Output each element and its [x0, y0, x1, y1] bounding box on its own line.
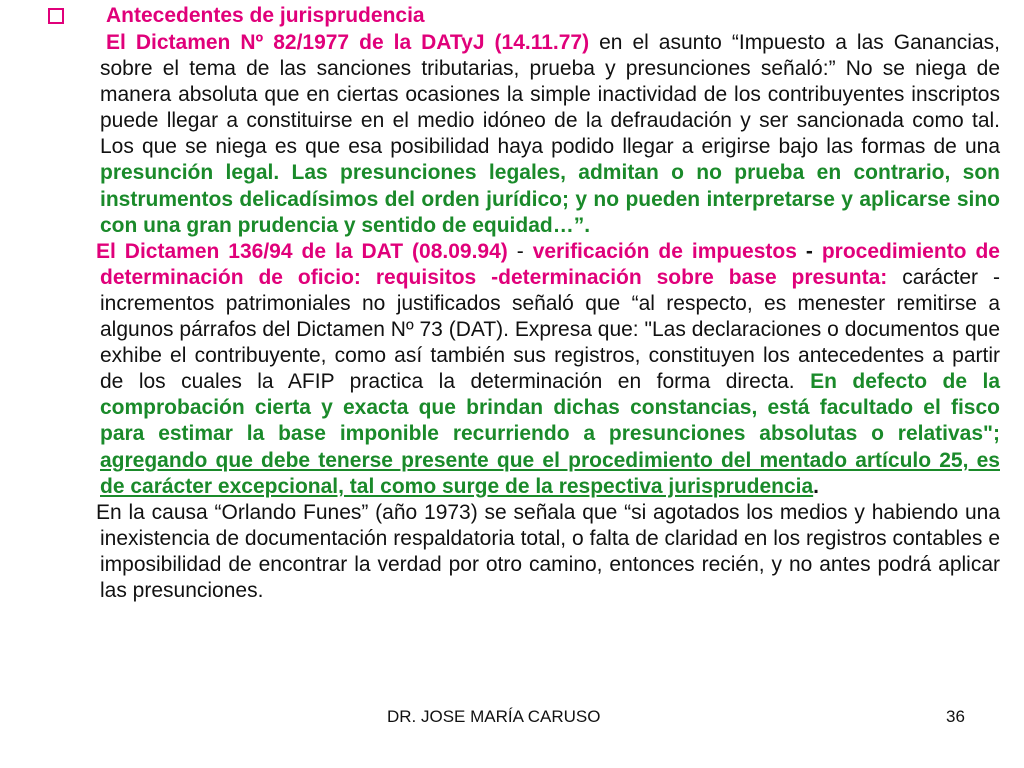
dictamen-82-reference: El Dictamen Nº 82/1977 de la DATyJ (14.11.77) — [106, 31, 590, 54]
presuncion-legal-highlight: presunción legal. Las presunciones legales, admitan o no prueba en contrario, son instrumentos delicadísimos del orden jurídico; y no pueden interpretarse y aplicarse sino con una gran prudencia y sentido de equidad…”. — [100, 161, 1000, 237]
verificacion-highlight: verificación de impuestos — [532, 239, 797, 263]
body-text — [96, 30, 1000, 604]
hollow-square-bullet-icon — [48, 8, 64, 24]
excepcional-underlined-highlight: agregando que debe tenerse presente que el procedimiento del mentado artículo 25, es de carácter excepcional, tal como surge de la respectiva jurisprudencia — [100, 448, 1000, 498]
separator-text: - — [507, 239, 533, 263]
paragraph-text: carácter - incrementos patrimoniales no justificados señaló que “al respecto, es menester remitirse a algunos párrafos del Dictamen Nº 73 (DAT). Expresa que: "Las declaraciones o documentos que exhibe el contribuyente, como así también sus registros, constituyen los antecedentes a partir de los cuales la AFIP practica la determinación en forma directa. — [100, 265, 1000, 394]
paragraph-text: En la causa “Orlando Funes” (año 1973) se señala que “si agotados los medios y habiendo una inexistencia de documentación respaldatoria total, o falta de claridad en los registros contables e imposibilidad de encontrar la verdad por otro camino, entonces recién, y no antes podrá aplicar las presunciones. — [96, 500, 1000, 602]
paragraph-orlando-funes — [96, 500, 1000, 604]
en-defecto-highlight: En defecto de la comprobación cierta y exacta que brindan dichas constancias, está facultado el fisco para estimar la base imponible recurriendo a presunciones absolutas o relativas"; — [100, 370, 1000, 446]
footer-author: DR. JOSE MARÍA CARUSO — [387, 707, 601, 726]
separator-text: - — [796, 239, 822, 263]
paragraph-dictamen-82-1977 — [100, 30, 1000, 239]
period-text: . — [813, 474, 819, 498]
paragraph-text: en el asunto “Impuesto a las Ganancias, sobre el tema de las sanciones tributarias, prueba y presunciones señaló:” No se niega de manera absoluta que en ciertas ocasiones la simple inactividad de los contribuyentes inscriptos puede llegar a constituirse en el medio idóneo de la defraudación y ser sancionada como tal. Los que se niega es que esa posibilidad haya podido llegar a erigirse bajo las formas de una — [100, 31, 1000, 159]
dictamen-136-reference: El Dictamen 136/94 de la DAT (08.09.94) — [96, 239, 508, 263]
paragraph-dictamen-136-94 — [96, 239, 1000, 500]
heading-title: Antecedentes de jurisprudencia — [106, 4, 425, 27]
page-number: 36 — [946, 707, 965, 726]
procedimiento-highlight: procedimiento de determinación de oficio: requisitos -determinación sobre base presunta: — [100, 239, 1000, 289]
